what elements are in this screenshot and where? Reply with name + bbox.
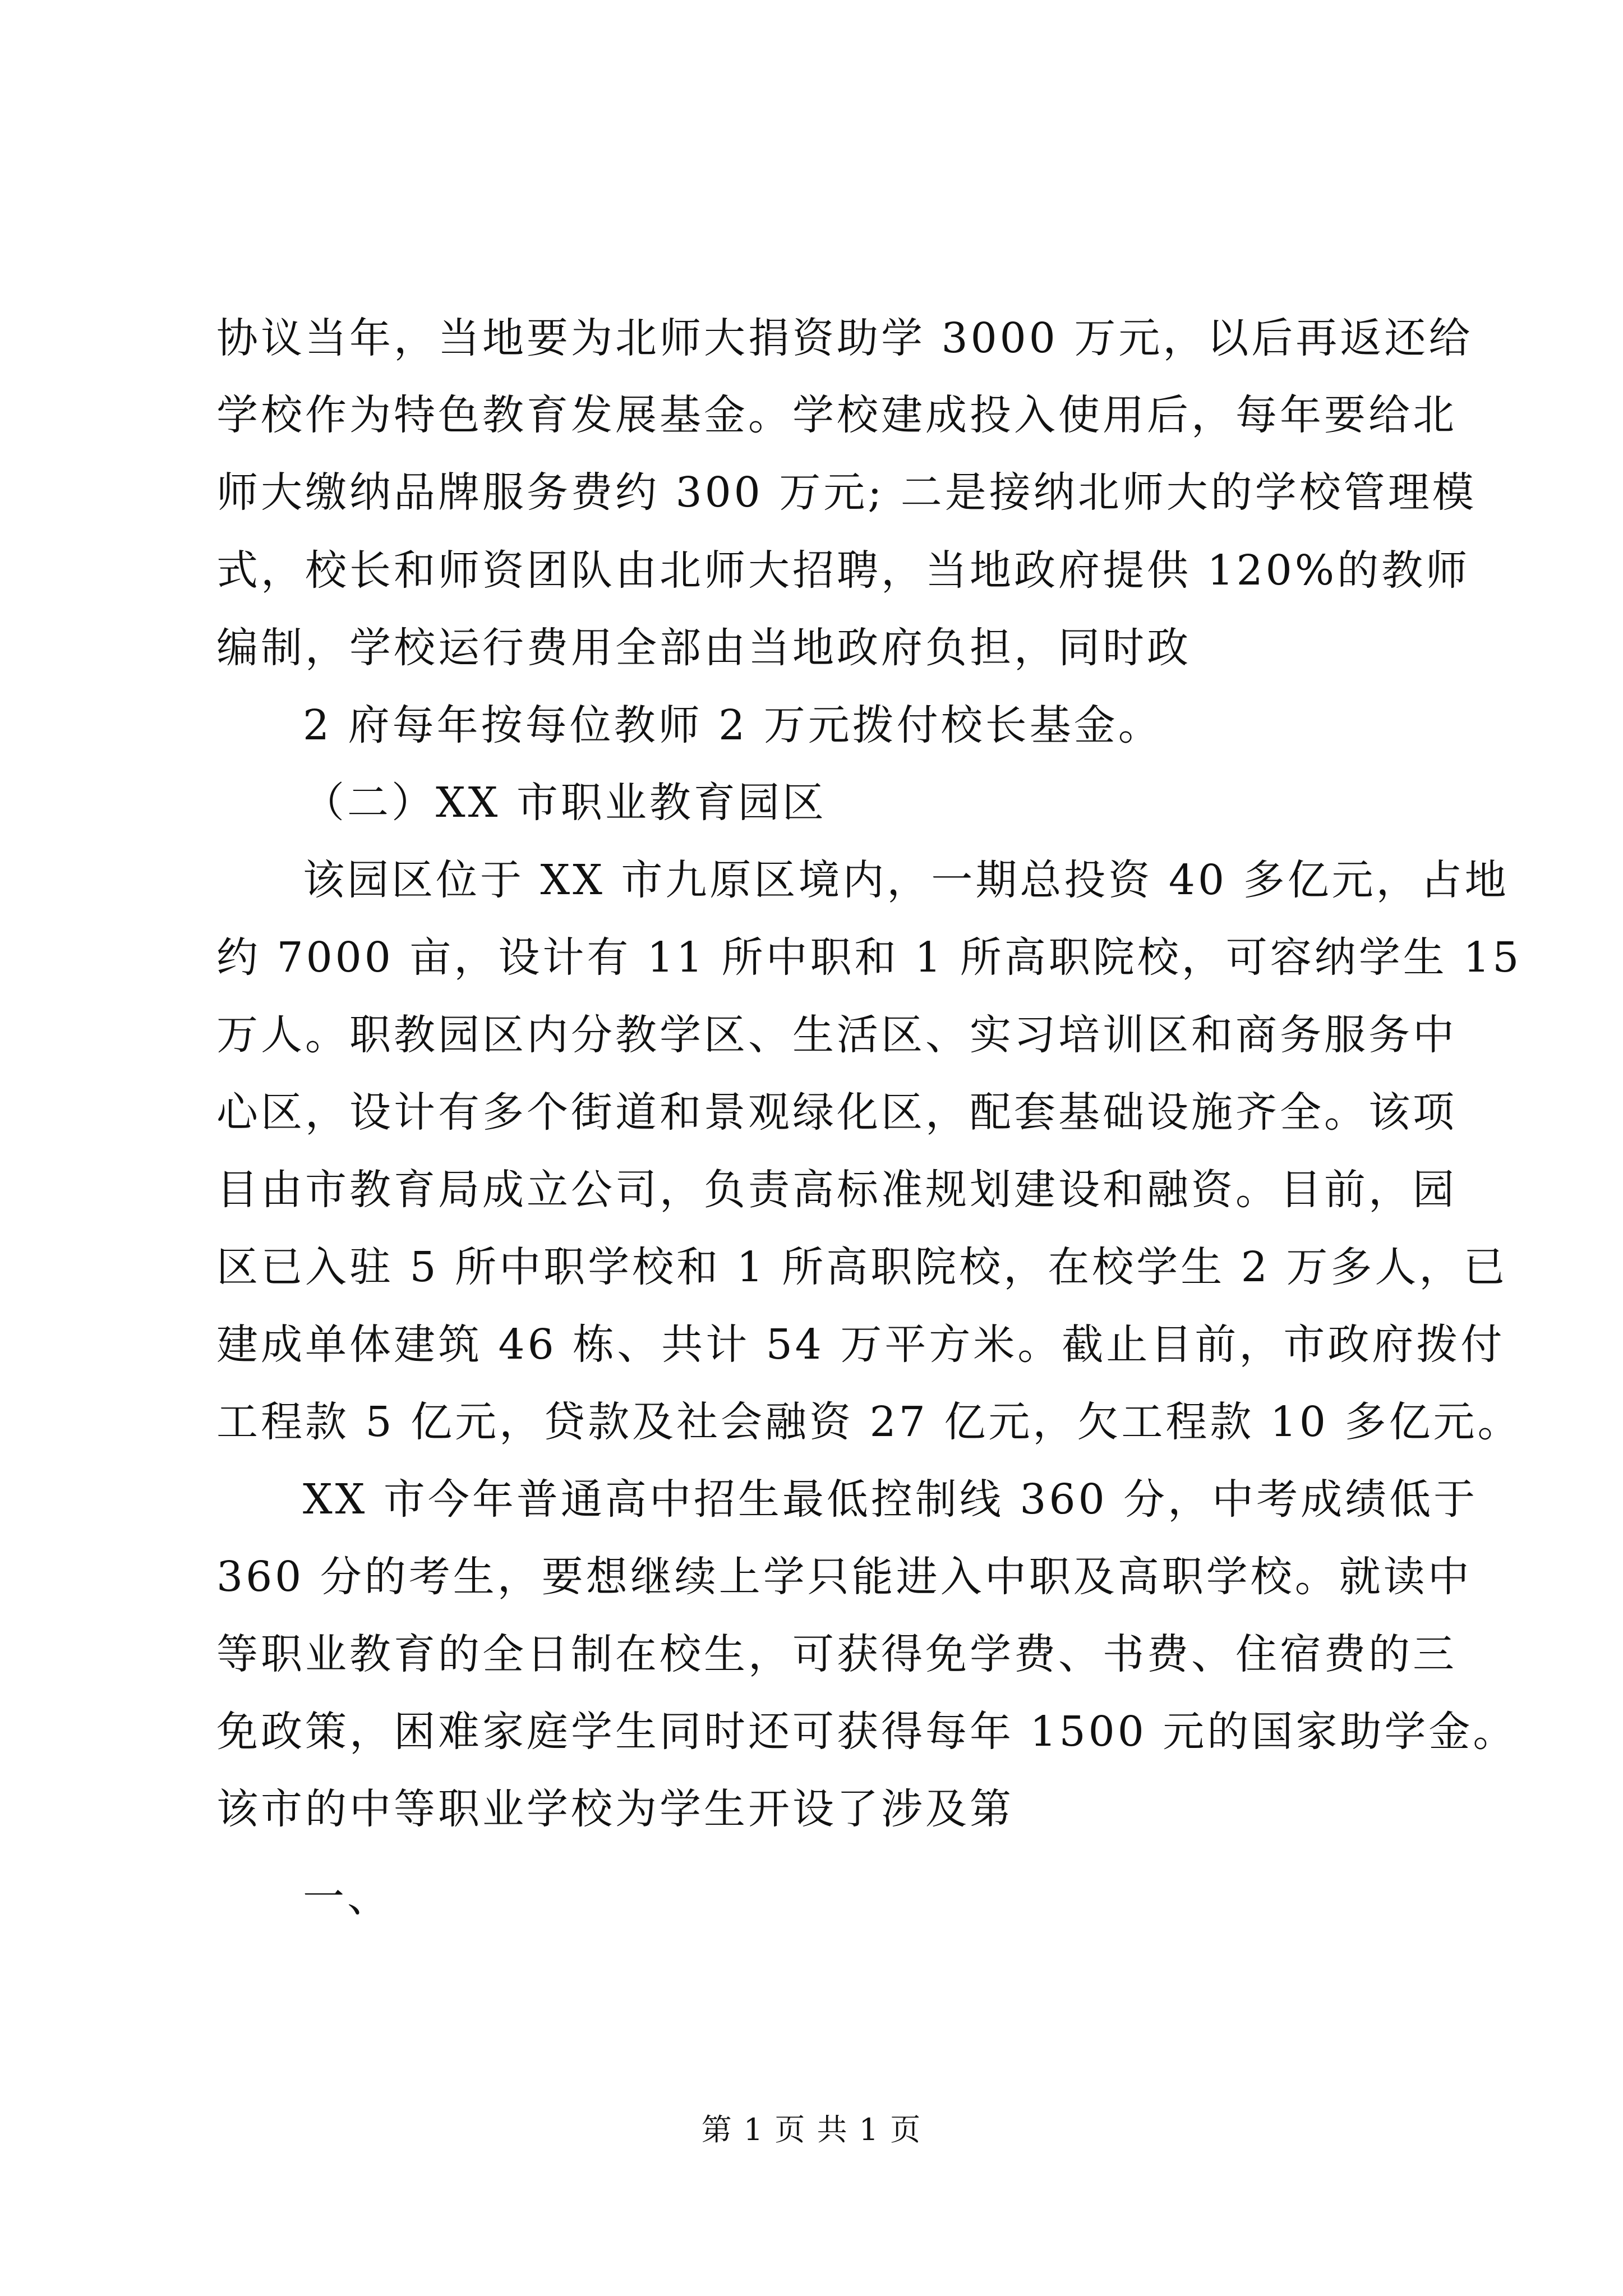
paragraph-3-line-1: 该园区位于 XX 市九原区境内，一期总投资 40 多亿元，占地 (303, 856, 1509, 904)
paragraph-1-line-1: 协议当年，当地要为北师大捐资助学 3000 万元，以后再返还给 (216, 314, 1473, 362)
paragraph-4-line-1: XX 市今年普通高中招生最低控制线 360 分，中考成绩低于 (303, 1475, 1478, 1524)
paragraph-3-line-8: 工程款 5 亿元，贷款及社会融资 27 亿元，欠工程款 10 多亿元。 (216, 1398, 1522, 1446)
paragraph-1-line-2: 学校作为特色教育发展基金。学校建成投入使用后，每年要给北 (216, 391, 1457, 439)
paragraph-4-line-2: 360 分的考生，要想继续上学只能进入中职及高职学校。就读中 (216, 1553, 1472, 1601)
paragraph-3-line-4: 心区，设计有多个街道和景观绿化区，配套基础设施齐全。该项 (216, 1088, 1457, 1137)
paragraph-3-line-2: 约 7000 亩，设计有 11 所中职和 1 所高职院校，可容纳学生 15 (216, 933, 1522, 982)
paragraph-3-line-5: 目由市教育局成立公司，负责高标准规划建设和融资。目前，园 (216, 1166, 1457, 1214)
paragraph-3-line-3: 万人。职教园区内分教学区、生活区、实习培训区和商务服务中 (216, 1011, 1457, 1059)
paragraph-2-line-1: 2 府每年按每位教师 2 万元拨付校长基金。 (303, 701, 1163, 749)
paragraph-4-line-3: 等职业教育的全日制在校生，可获得免学费、书费、住宿费的三 (216, 1630, 1457, 1678)
paragraph-1-line-3: 师大缴纳品牌服务费约 300 万元; 二是接纳北师大的学校管理模 (216, 468, 1477, 517)
section-heading: （二）XX 市职业教育园区 (303, 779, 827, 827)
page-footer: 第 1 页 共 1 页 (701, 2112, 922, 2147)
paragraph-1-line-4: 式，校长和师资团队由北师大招聘，当地政府提供 120%的教师 (216, 546, 1470, 595)
paragraph-4-line-4: 免政策，困难家庭学生同时还可获得每年 1500 元的国家助学金。 (216, 1708, 1518, 1756)
paragraph-3-line-6: 区已入驻 5 所中职学校和 1 所高职院校，在校学生 2 万多人，已 (216, 1243, 1508, 1291)
paragraph-5-line-1: 一、 (303, 1873, 391, 1921)
paragraph-3-line-7: 建成单体建筑 46 栋、共计 54 万平方米。截止目前，市政府拨付 (216, 1320, 1505, 1369)
paragraph-4-line-5: 该市的中等职业学校为学生开设了涉及第 (216, 1785, 1014, 1833)
paragraph-1-line-5: 编制，学校运行费用全部由当地政府负担，同时政 (216, 624, 1191, 672)
